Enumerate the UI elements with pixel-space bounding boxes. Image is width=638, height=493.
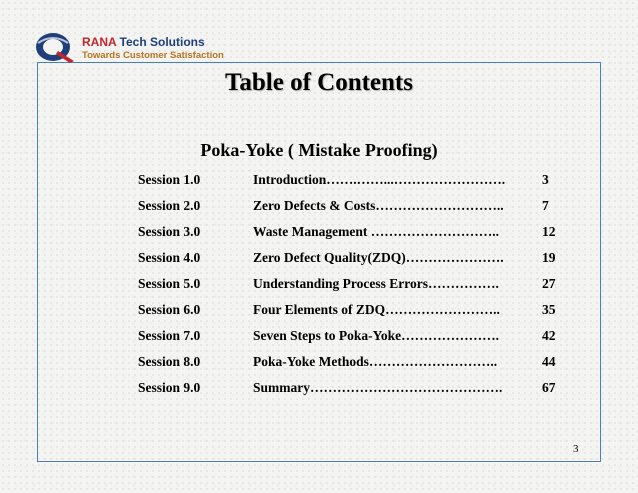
logo-tagline: Towards Customer Satisfaction — [82, 50, 224, 61]
toc-page: 35 — [542, 302, 556, 317]
page-subtitle: Poka-Yoke ( Mistake Proofing) — [200, 140, 438, 160]
toc-topic: Waste Management ……………………….. — [253, 224, 499, 239]
toc-topic: Introduction…….……...……………………. — [253, 172, 506, 187]
toc-page: 27 — [542, 276, 556, 291]
toc-row — [138, 276, 578, 294]
toc-session: Session 4.0 — [138, 250, 201, 265]
toc-session: Session 9.0 — [138, 380, 201, 395]
toc-session: Session 2.0 — [138, 198, 201, 213]
toc-row — [138, 328, 578, 346]
toc-session: Session 1.0 — [138, 172, 201, 187]
toc-row — [138, 380, 578, 398]
toc-row — [138, 250, 578, 268]
toc-topic: Zero Defects & Costs……………………….. — [253, 198, 504, 213]
toc-page: 44 — [542, 354, 556, 369]
slide-page-number: 3 — [573, 443, 579, 455]
toc-page: 67 — [542, 380, 556, 395]
toc-row — [138, 302, 578, 320]
logo-q-icon — [32, 30, 78, 64]
toc-page: 12 — [542, 224, 556, 239]
toc-page: 42 — [542, 328, 556, 343]
toc-row — [138, 198, 578, 216]
toc-topic: Seven Steps to Poka-Yoke…………………. — [253, 328, 500, 343]
toc-topic: Zero Defect Quality(ZDQ)…………………. — [253, 250, 504, 265]
toc-session: Session 3.0 — [138, 224, 201, 239]
toc-page: 7 — [542, 198, 549, 213]
toc-topic: Four Elements of ZDQ…………………….. — [253, 302, 500, 317]
toc-session: Session 5.0 — [138, 276, 201, 291]
toc-row — [138, 354, 578, 372]
toc-topic: Summary……………………………………. — [253, 380, 503, 395]
toc-page: 3 — [542, 172, 549, 187]
toc-session: Session 7.0 — [138, 328, 201, 343]
company-logo — [32, 30, 242, 64]
logo-brand-name: RANA Tech Solutions — [82, 35, 205, 49]
toc-row — [138, 224, 578, 242]
toc-topic: Poka-Yoke Methods……………………….. — [253, 354, 498, 369]
page-title: Table of Contents — [225, 69, 413, 96]
toc-session: Session 8.0 — [138, 354, 201, 369]
toc-topic: Understanding Process Errors……………. — [253, 276, 499, 291]
toc-page: 19 — [542, 250, 556, 265]
toc-row — [138, 172, 578, 190]
toc-session: Session 6.0 — [138, 302, 201, 317]
